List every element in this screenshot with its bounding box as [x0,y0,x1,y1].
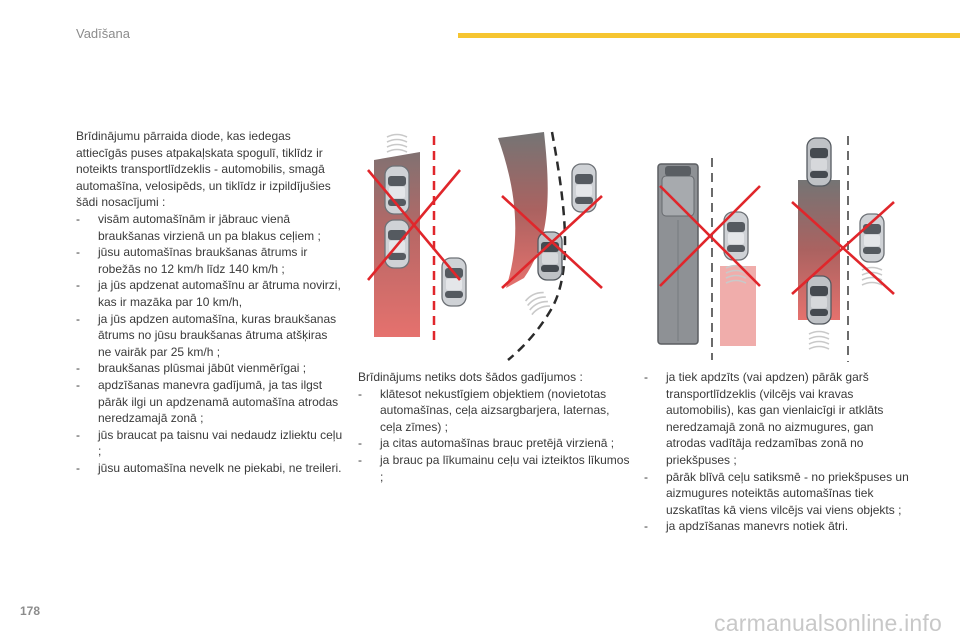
middle-column [358,369,630,485]
section-title: Vadīšana [76,26,130,41]
list-item: - ja jūs apdzen automašīna, kuras braukšanas ātrums no jūsu braukšanas ātruma atšķiras ne vairāk par 25 km/h ; [76,311,337,359]
watermark: carmanualsonline.info [714,610,942,636]
truck-overtake-crossed-icon [650,156,766,362]
left-column [76,128,344,476]
list-item: - ja jūs apdzenat automašīnu ar ātruma novirzi, kas ir mazāka par 10 km/h, [76,278,341,309]
page-number: 178 [20,604,41,618]
list-item: - jūsu automašīnas braukšanas ātrums ir robežās no 12 km/h līdz 140 km/h ; [76,245,308,276]
list-item: - apdzīšanas manevra gadījumā, ja tas ilgst pārāk ilgi un apdzenamā automašīna atrodas neredzamajā zonā ; [76,377,339,426]
list-item: - ja apdzīšanas manevrs notiek ātri. [644,519,849,534]
list-item: - ja citas automašīnas brauc pretējā virzienā ; [358,436,615,451]
list-item: - klātesot nekustīgiem objektiem (novietotas automašīnas, ceļa aizsargbarjera, laternas, ceļa zīmes) ; [358,386,610,434]
parked-cars-crossed-icon [360,132,472,342]
right-column [644,369,910,535]
curved-road-crossed-icon [492,128,616,362]
list-item: - ja brauc pa līkumainu ceļu vai izteiktos līkumos ; [358,452,630,484]
list-item: - jūs braucat pa taisnu vai nedaudz izliektu ceļu ; [76,427,343,459]
dense-traffic-crossed-icon [784,130,904,366]
accent-bar [458,33,960,38]
conditions-intro: Brīdinājumu pārraida diode, kas iedegas attiecīgās puses atpakaļskata spogulī, tiklīdz ir noteikts transportlīdzeklis - automobilis, smagā automašīna, velosipēds, un tiklīdz ir izpildījušies šādi nosacījumi : [76,129,331,210]
list-item: - braukšanas plūsmai jābūt vienmērīgai ; [76,361,307,376]
list-item: - visām automašīnām ir jābrauc vienā braukšanas virzienā un pa blakus ceļiem ; [76,211,321,243]
list-item: - ja tiek apdzīts (vai apdzen) pārāk garš transportlīdzeklis (vilcējs vai kravas automobilis), kas gan vienlaicīgi ir atklāts neredzamajā zonā no aizmugures, gan atrodas vadītāja redzamības zonā no priekšpuses ; [644,370,884,467]
list-item: - pārāk blīvā ceļu satiksmē - no priekšpuses un aizmugures noteiktās automašīnas tiek uzskatītas kā viens vilcējs vai viens objekts ; [644,469,909,517]
exceptions-intro: Brīdinājums netiks dots šādos gadījumos : [358,370,583,384]
list-item: - jūsu automašīna nevelk ne piekabi, ne treileri. [76,460,342,475]
